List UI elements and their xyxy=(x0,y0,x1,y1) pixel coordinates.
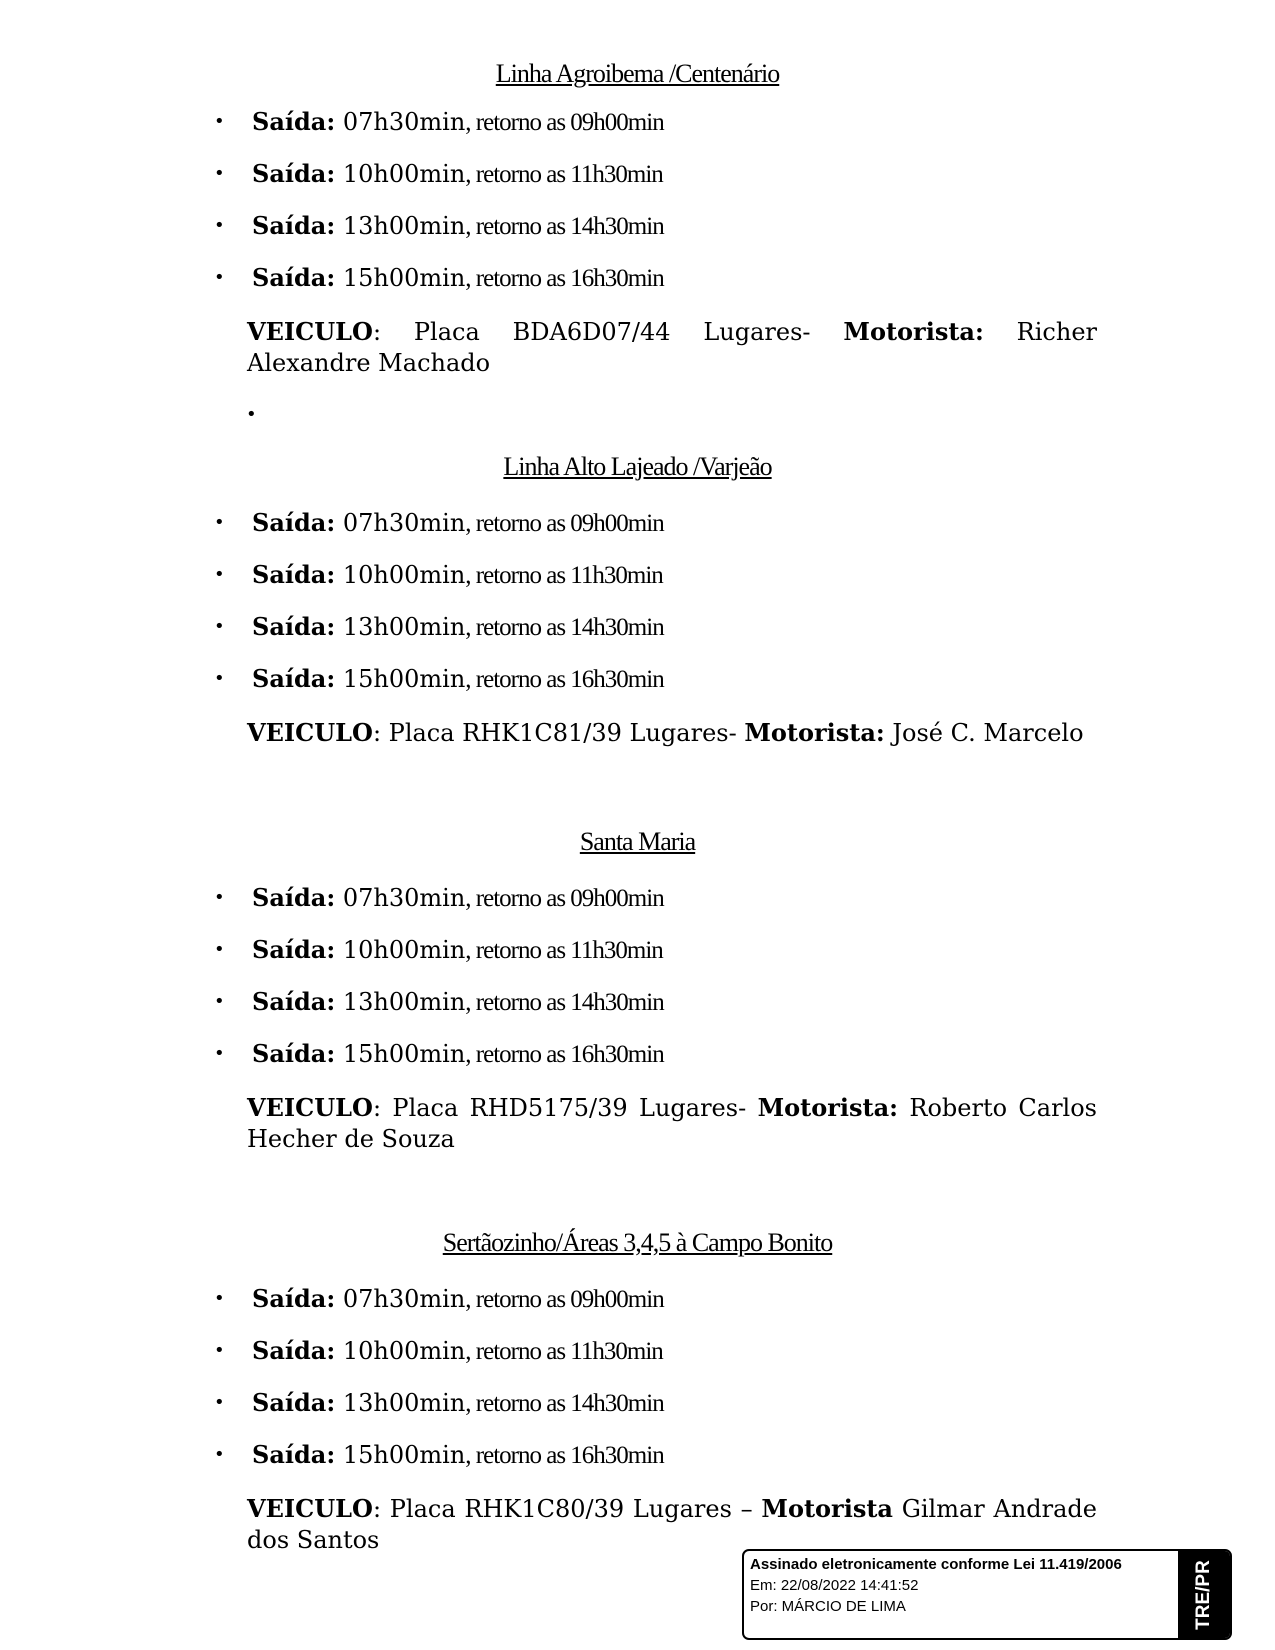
trip-label: Saída: xyxy=(252,987,336,1016)
vehicle-plate: : Placa RHK1C80/39 Lugares – xyxy=(372,1495,762,1523)
section-title-4: Sertãozinho/Áreas 3,4,5 à Campo Bonito xyxy=(442,1228,833,1257)
vehicle-plate: : Placa RHD5175/39 Lugares- xyxy=(372,1094,758,1122)
trip-depart: 07h30min xyxy=(342,884,466,912)
trip-depart: 15h00min xyxy=(342,665,466,693)
bullet-icon: • xyxy=(214,616,225,637)
trip-return: , retorno as 14h30min xyxy=(465,213,664,240)
vehicle-label: VEICULO xyxy=(247,1093,373,1122)
stamp-tab xyxy=(1178,1551,1230,1638)
driver-name: Roberto Carlos Hecher de Souza xyxy=(247,1094,1097,1153)
trip-return: , retorno as 11h30min xyxy=(465,161,663,188)
bullet-icon: • xyxy=(214,991,225,1012)
vehicle-info-1 xyxy=(247,316,1097,379)
driver-label: Motorista xyxy=(761,1494,893,1523)
stamp-date-line: Em: 22/08/2022 14:41:52 xyxy=(750,1577,919,1594)
stamp-law-line: Assinado eletronicamente conforme Lei 11.419/2006 xyxy=(750,1556,1122,1573)
trip-label: Saída: xyxy=(252,1284,336,1313)
bullet-icon: • xyxy=(214,215,225,236)
trip-label: Saída: xyxy=(252,263,336,292)
trip-return: , retorno as 16h30min xyxy=(465,265,664,292)
trip-return: , retorno as 09h00min xyxy=(465,109,664,136)
stamp-text xyxy=(750,1554,1122,1617)
empty-bullet-icon: • xyxy=(246,404,257,425)
trip-return: , retorno as 16h30min xyxy=(465,1442,664,1469)
stamp-tab-label: TRE/PR xyxy=(1193,1559,1214,1630)
trip-label: Saída: xyxy=(252,1388,336,1417)
trip-depart: 07h30min xyxy=(342,1285,466,1313)
bullet-icon: • xyxy=(214,267,225,288)
trip-return: , retorno as 16h30min xyxy=(465,1041,664,1068)
bullet-icon: • xyxy=(214,1340,225,1361)
section-title-1: Linha Agroibema /Centenário xyxy=(495,59,780,88)
trip-label: Saída: xyxy=(252,1336,336,1365)
trip-label: Saída: xyxy=(252,883,336,912)
bullet-icon: • xyxy=(214,1392,225,1413)
bullet-icon: • xyxy=(214,1043,225,1064)
vehicle-label: VEICULO xyxy=(247,1494,373,1523)
trip-depart: 15h00min xyxy=(342,264,466,292)
trip-return: , retorno as 09h00min xyxy=(465,885,664,912)
trip-depart: 13h00min xyxy=(342,988,466,1016)
trip-label: Saída: xyxy=(252,211,336,240)
vehicle-label: VEICULO xyxy=(247,718,373,747)
trip-return: , retorno as 11h30min xyxy=(465,562,663,589)
trip-depart: 10h00min xyxy=(342,936,466,964)
trip-label: Saída: xyxy=(252,612,336,641)
trip-depart: 13h00min xyxy=(342,212,466,240)
bullet-icon: • xyxy=(214,564,225,585)
trip-return: , retorno as 14h30min xyxy=(465,614,664,641)
trip-return: , retorno as 09h00min xyxy=(465,510,664,537)
vehicle-plate: : Placa BDA6D07/44 Lugares- xyxy=(372,318,844,346)
trip-depart: 15h00min xyxy=(342,1040,466,1068)
trip-return: , retorno as 14h30min xyxy=(465,1390,664,1417)
signature-stamp xyxy=(742,1549,1232,1640)
trip-depart: 10h00min xyxy=(342,160,466,188)
trip-label: Saída: xyxy=(252,560,336,589)
trip-label: Saída: xyxy=(252,508,336,537)
section-title-3: Santa Maria xyxy=(579,827,696,856)
bullet-icon: • xyxy=(214,1444,225,1465)
driver-name: Richer Alexandre Machado xyxy=(247,318,1097,377)
trip-return: , retorno as 09h00min xyxy=(465,1286,664,1313)
trip-return: , retorno as 14h30min xyxy=(465,989,664,1016)
trip-depart: 13h00min xyxy=(342,1389,466,1417)
stamp-signer-line: Por: MÁRCIO DE LIMA xyxy=(750,1598,906,1615)
trip-depart: 13h00min xyxy=(342,613,466,641)
bullet-icon: • xyxy=(214,512,225,533)
driver-name: Gilmar Andrade dos Santos xyxy=(247,1495,1097,1554)
vehicle-plate: : Placa RHK1C81/39 Lugares- xyxy=(372,719,745,747)
driver-name: José C. Marcelo xyxy=(884,719,1084,747)
bullet-icon: • xyxy=(214,163,225,184)
trip-depart: 10h00min xyxy=(342,561,466,589)
trip-depart: 15h00min xyxy=(342,1441,466,1469)
trip-label: Saída: xyxy=(252,1440,336,1469)
trip-return: , retorno as 11h30min xyxy=(465,1338,663,1365)
trip-label: Saída: xyxy=(252,664,336,693)
section-title-2: Linha Alto Lajeado /Varjeão xyxy=(503,452,772,481)
trip-label: Saída: xyxy=(252,107,336,136)
driver-label: Motorista: xyxy=(744,718,885,747)
trip-depart: 07h30min xyxy=(342,509,466,537)
bullet-icon: • xyxy=(214,939,225,960)
trip-label: Saída: xyxy=(252,935,336,964)
vehicle-info-2 xyxy=(247,717,1097,749)
bullet-icon: • xyxy=(214,887,225,908)
driver-label: Motorista: xyxy=(843,317,984,346)
vehicle-label: VEICULO xyxy=(247,317,373,346)
bullet-icon: • xyxy=(214,111,225,132)
trip-return: , retorno as 11h30min xyxy=(465,937,663,964)
trip-depart: 07h30min xyxy=(342,108,466,136)
vehicle-info-3 xyxy=(247,1092,1097,1155)
bullet-icon: • xyxy=(214,1288,225,1309)
vehicle-info-4 xyxy=(247,1493,1097,1556)
trip-label: Saída: xyxy=(252,159,336,188)
driver-label: Motorista: xyxy=(757,1093,898,1122)
trip-depart: 10h00min xyxy=(342,1337,466,1365)
trip-return: , retorno as 16h30min xyxy=(465,666,664,693)
bullet-icon: • xyxy=(214,668,225,689)
trip-label: Saída: xyxy=(252,1039,336,1068)
